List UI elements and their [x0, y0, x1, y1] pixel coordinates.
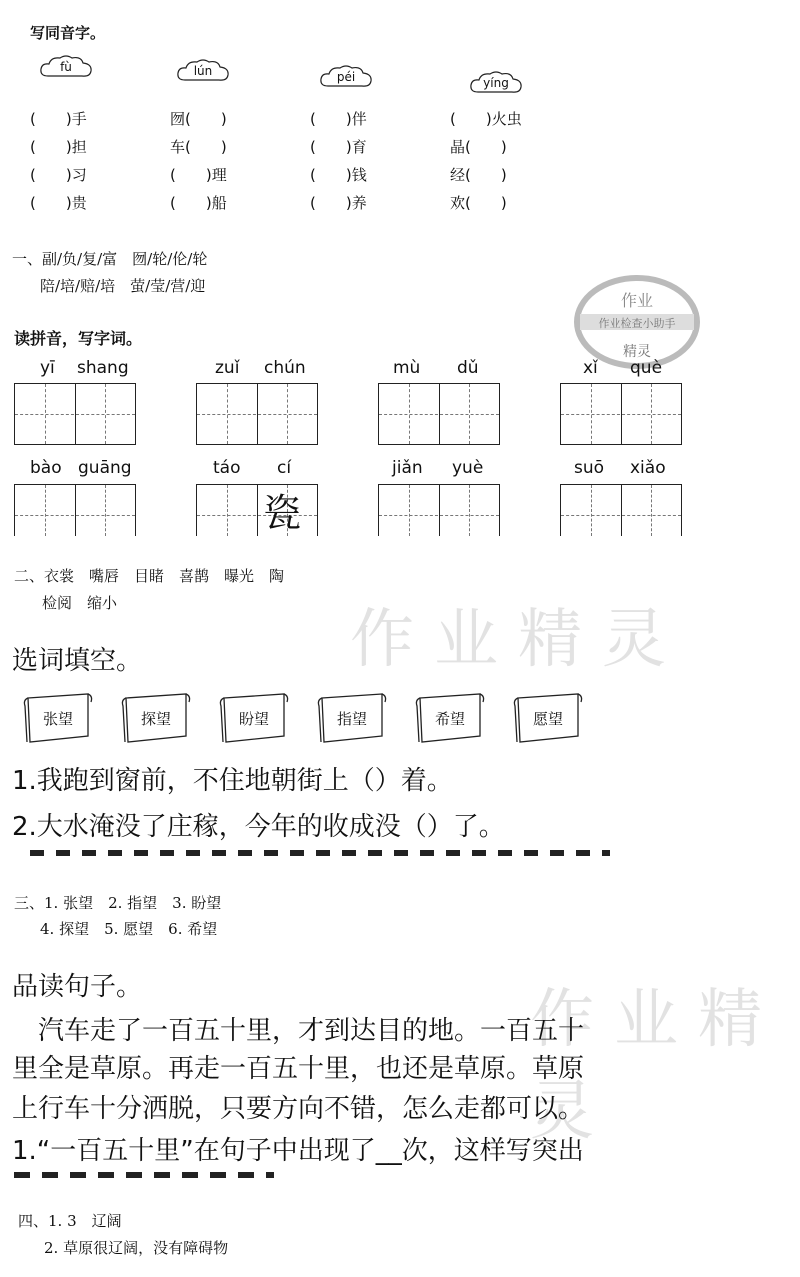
paragraph-line: 汽车走了一百五十里，才到达目的地。一百五十	[12, 1016, 585, 1046]
blank-item: ( )火虫	[450, 110, 522, 128]
section1-title: 写同音字。	[30, 24, 106, 42]
watermark: 作业精灵	[530, 983, 782, 1149]
writing-grid[interactable]	[14, 484, 136, 536]
blank-item: ( )船	[170, 194, 227, 212]
pinyin-label: yī	[40, 358, 55, 378]
pinyin-label: què	[630, 358, 663, 378]
cut-off-text	[30, 850, 610, 856]
blank-item: ( )手	[30, 110, 87, 128]
question: 2.大水淹没了庄稼，今年的收成没（）了。	[12, 812, 505, 842]
writing-grid[interactable]	[378, 383, 500, 445]
word-scroll: 指望	[316, 692, 388, 744]
word-scroll: 希望	[414, 692, 486, 744]
pinyin-cloud: péi	[318, 64, 374, 92]
word-scroll: 愿望	[512, 692, 584, 744]
writing-grid[interactable]	[560, 383, 682, 445]
pinyin-label: mù	[393, 358, 421, 378]
answer-line: 二、衣裳 嘴唇 目睹 喜鹊 曝光 陶	[14, 567, 285, 585]
svg-text:精灵: 精灵	[623, 344, 651, 360]
answer-line: 2. 草原很辽阔，没有障碍物	[44, 1239, 229, 1257]
answer-line: 三、1. 张望 2. 指望 3. 盼望	[14, 894, 222, 912]
cut-off-text	[14, 1172, 274, 1178]
blank-item: ( )育	[310, 138, 367, 156]
question: 1.我跑到窗前，不住地朝街上（）着。	[12, 766, 453, 796]
blank-item: ( )伴	[310, 110, 367, 128]
svg-text:作业: 作业	[620, 291, 654, 310]
pinyin-label: guāng	[78, 458, 132, 478]
pinyin-label: xǐ	[583, 358, 598, 378]
paragraph-line: 里全是草原。再走一百五十里，也还是草原。草原	[12, 1054, 585, 1084]
section3-title: 选词填空。	[12, 646, 143, 676]
pinyin-label: suō	[574, 458, 605, 478]
blank-item: ( )钱	[310, 166, 367, 184]
blank-item: 欢( )	[450, 194, 507, 212]
word-scroll: 盼望	[218, 692, 290, 744]
blank-item: ( )贵	[30, 194, 87, 212]
svg-text:作业检查小助手: 作业检查小助手	[598, 317, 676, 330]
pinyin-cloud: lún	[175, 58, 231, 86]
section4-title: 品读句子。	[12, 972, 143, 1002]
blank-item: 经( )	[450, 166, 507, 184]
writing-grid[interactable]	[14, 383, 136, 445]
writing-grid[interactable]	[196, 484, 318, 536]
pinyin-label: bào	[30, 458, 62, 478]
stamp-logo	[572, 272, 702, 372]
answer-line: 一、副/负/复/富 囫/轮/伦/轮	[12, 250, 208, 268]
pinyin-cloud: fù	[38, 54, 94, 82]
section2-title: 读拼音，写字词。	[14, 329, 143, 348]
pinyin-label: xiǎo	[630, 458, 666, 478]
word-scroll: 张望	[22, 692, 94, 744]
pinyin-label: jiǎn	[392, 458, 423, 478]
pinyin-cloud: yíng	[468, 70, 524, 98]
writing-grid[interactable]	[560, 484, 682, 536]
watermark: 作业精灵	[350, 603, 686, 677]
blank-item: ( )担	[30, 138, 87, 156]
pinyin-label: zuǐ	[215, 358, 240, 378]
pinyin-label: chún	[264, 358, 306, 378]
answer-line: 检阅 缩小	[42, 594, 118, 612]
answer-line: 四、1. 3 辽阔	[18, 1212, 122, 1230]
pinyin-label: dǔ	[457, 358, 479, 378]
blank-item: 晶( )	[450, 138, 507, 156]
pinyin-label: cí	[277, 458, 292, 478]
blank-item: 车( )	[170, 138, 227, 156]
pinyin-label: yuè	[452, 458, 484, 478]
answer-line: 4. 探望 5. 愿望 6. 希望	[40, 920, 218, 938]
writing-grid[interactable]	[196, 383, 318, 445]
pinyin-label: táo	[213, 458, 241, 478]
blank-item: ( )养	[310, 194, 367, 212]
blank-item: ( )习	[30, 166, 87, 184]
printed-character: 瓷	[263, 491, 302, 535]
word-scroll: 探望	[120, 692, 192, 744]
question: 1.“一百五十里”在句子中出现了__次，这样写突出	[12, 1136, 584, 1166]
blank-item: 囫( )	[170, 110, 227, 128]
answer-line: 陪/培/赔/培 萤/莹/营/迎	[40, 277, 206, 295]
pinyin-label: shang	[77, 358, 129, 378]
paragraph-line: 上行车十分洒脱，只要方向不错，怎么走都可以。	[12, 1094, 585, 1124]
blank-item: ( )理	[170, 166, 227, 184]
writing-grid[interactable]	[378, 484, 500, 536]
